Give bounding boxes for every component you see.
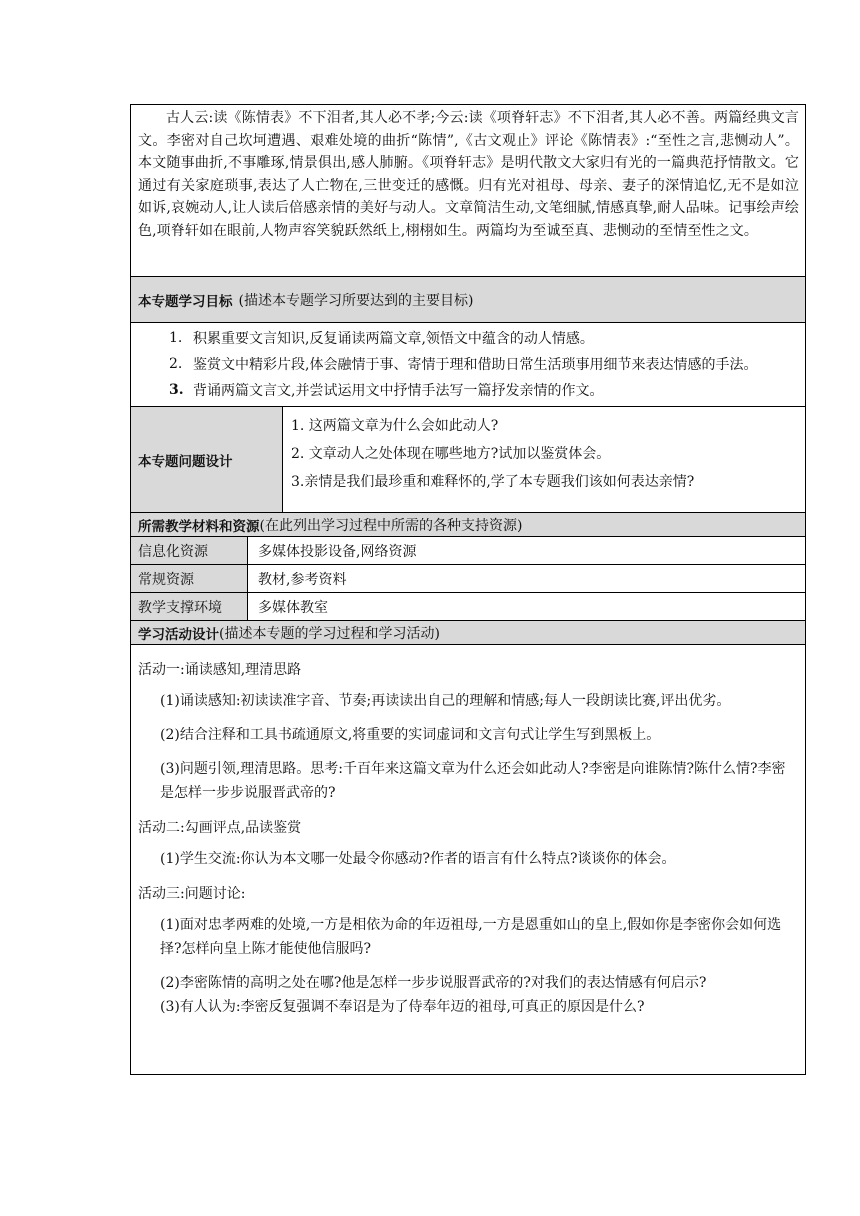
intro-text: 古人云:读《陈情表》不下泪者,其人必不孝;今云:读《项脊轩志》不下泪者,其人必不善。两篇经典文言文。李密对自己坎坷遭遇、艰难处境的曲折“陈情”,《古文观止》评论《陈情表》:“至性之言,悲恻动人”。本文随事曲折,不事雕琢,情景俱出,感人肺腑。《项脊轩志》是明代散文大家归有光的一篇典范抒情散文。它通过有关家庭琐事,表达了人亡物在,三世变迁的感慨。归有光对祖母、母亲、妻子的深情追忆,无不是如泣如诉,哀婉动人,让人读后倍感亲情的美好与动人。文章简洁生动,文笔细腻,情感真挚,耐人品味。记事绘声绘色,项脊轩如在眼前,人物声容笑貌跃然纸上,栩栩如生。两篇均为至诚至真、悲恻动的至情至性之文。 <box>138 110 799 239</box>
resource-row <box>131 565 805 593</box>
goal-item <box>169 377 799 403</box>
goal-text: 积累重要文言知识,反复诵读两篇文章,领悟文中蕴含的动人情感。 <box>193 331 594 347</box>
activity-title: 活动二:勾画评点,品读鉴赏 <box>138 820 302 836</box>
activity-item: (1)学生交流:你认为本文哪一处最令你感动?作者的语言有什么特点?谈谈你的体会。 <box>160 851 676 867</box>
goal-number: 3. <box>169 382 184 398</box>
activity-item: (1)面对忠孝两难的处境,一方是相依为命的年迈祖母,一方是恩重如山的皇上,假如你是李密你会如何选择?怎样向皇上陈才能使他信服吗? <box>160 917 782 957</box>
activity-title: 活动三:问题讨论: <box>138 886 246 902</box>
resources-title: 所需教学材料和资源 <box>138 518 260 535</box>
resource-value: 教材,参考资料 <box>258 571 347 588</box>
questions-title: 本专题问题设计 <box>138 453 233 470</box>
activity-item: (2)李密陈情的高明之处在哪?他是怎样一步步说服晋武帝的?对我们的表达情感有何启示? <box>160 975 707 991</box>
activities-title: 学习活动设计 <box>138 626 219 643</box>
goals-desc: (描述本专题学习所要达到的主要目标) <box>238 292 474 309</box>
activity-item: (3)有人认为:李密反复强调不奉诏是为了侍奉年迈的祖母,可真正的原因是什么? <box>160 999 645 1015</box>
question-item: 3.亲情是我们最珍重和难释怀的,学了本专题我们该如何表达亲情? <box>291 474 695 490</box>
resource-key: 教学支撑环境 <box>131 593 248 620</box>
question-item: 1. 这两篇文章为什么会如此动人? <box>291 418 499 434</box>
goal-text: 鉴赏文中精彩片段,体会融情于事、寄情于理和借助日常生活琐事用细节来表达情感的手法。 <box>193 357 758 373</box>
lesson-plan-table <box>130 104 806 1075</box>
resource-key: 常规资源 <box>131 565 248 592</box>
intro-section <box>131 105 805 277</box>
questions-section <box>131 407 805 513</box>
resource-row <box>131 593 805 621</box>
goals-header <box>131 277 805 323</box>
resource-value: 多媒体教室 <box>258 599 328 616</box>
goal-item <box>169 325 799 351</box>
questions-list <box>283 407 805 512</box>
resource-key: 信息化资源 <box>131 537 248 564</box>
activity-title: 活动一:诵读感知,理清思路 <box>138 662 302 678</box>
activity-item: (2)结合注释和工具书疏通原文,将重要的实词虚词和文言句式让学生写到黑板上。 <box>160 727 661 743</box>
resource-value: 多媒体投影设备,网络资源 <box>258 543 417 560</box>
goals-title: 本专题学习目标 <box>138 293 233 310</box>
resources-desc: (在此列出学习过程中所需的各种支持资源) <box>259 517 523 534</box>
goal-text: 背诵两篇文言文,并尝试运用文中抒情手法写一篇抒发亲情的作文。 <box>193 383 604 399</box>
activity-item: (1)诵读感知:初读读准字音、节奏;再读读出自己的理解和情感;每人一段朗读比赛,评出优劣。 <box>160 693 731 709</box>
goal-number: 2. <box>169 356 183 372</box>
resource-row <box>131 537 805 565</box>
goal-number: 1. <box>169 330 183 346</box>
resources-header <box>131 513 805 537</box>
activities-desc: (描述本专题的学习过程和学习活动) <box>219 625 440 642</box>
questions-label-cell <box>131 407 283 512</box>
question-item: 2. 文章动人之处体现在哪些地方?试加以鉴赏体会。 <box>291 446 611 462</box>
activity-item: (3)问题引领,理清思路。思考:千百年来这篇文章为什么还会如此动人?李密是向谁陈情?陈什么情?李密是怎样一步步说服晋武帝的? <box>160 761 786 801</box>
activities-header <box>131 621 805 645</box>
goal-item <box>169 351 799 377</box>
goals-list <box>131 323 805 407</box>
activities-section <box>131 645 805 1074</box>
